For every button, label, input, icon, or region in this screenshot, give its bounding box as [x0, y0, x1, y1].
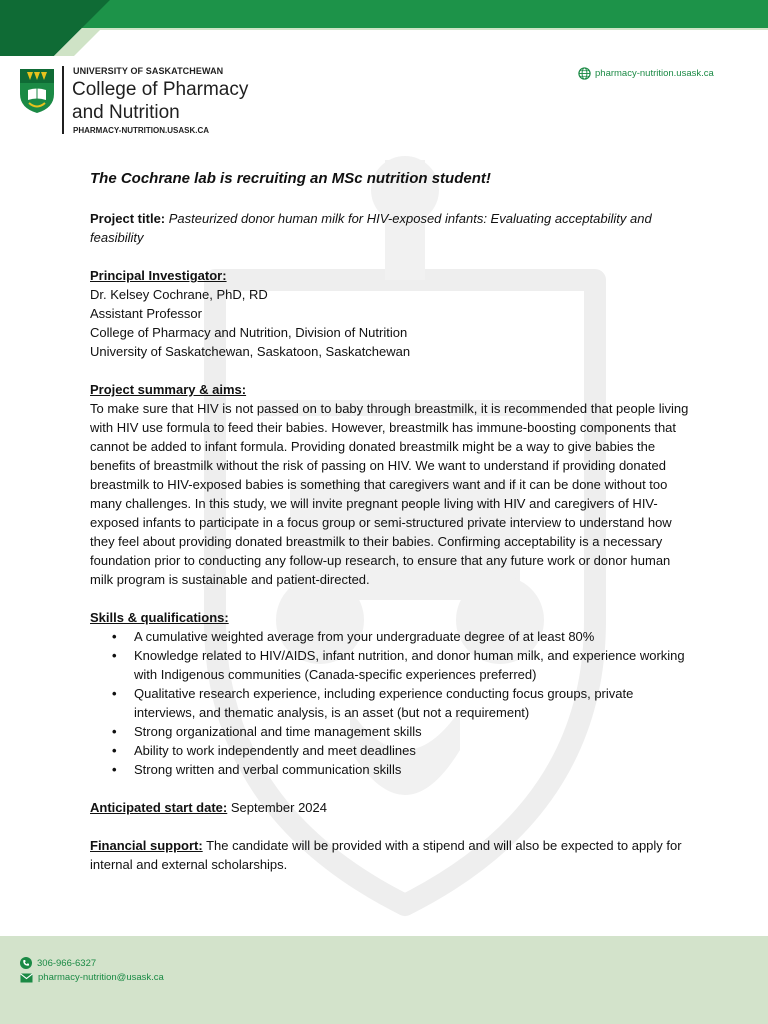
start-date-paragraph — [90, 798, 690, 817]
footer-phone[interactable] — [20, 957, 96, 969]
summary-text: To make sure that HIV is not passed on to baby through breastmilk, it is recommended that people living with HIV use formula to feed their babies. However, breastmilk has immune-boosting components that cannot be added to infant formula. Providing donated breastmilk might be a way to give babies the benefits of breastmilk without the risk of passing on HIV. We want to understand if providing donated breastmilk to HIV-exposed babies is something that caregivers want and if it can be done without too many challenges. In this study, we will invite pregnant people living with HIV and caregivers of HIV-exposed infants to participate in a focus group or semi-structured private interview to understand how they feel about providing donated breastmilk to their babies. Confirming acceptability is a necessary foundation prior to conducting any follow-up research, to ensure that any future work or donor human milk program is sustainable and patient-directed. — [90, 401, 689, 587]
start-date-value: September 2024 — [230, 800, 327, 815]
financial-text: The candidate will be provided with a stipend and will also be expected to apply for internal and external scholarships. — [90, 838, 682, 872]
logo-college-name: College of Pharmacy and Nutrition — [72, 79, 249, 123]
logo-university-name: UNIVERSITY OF SASKATCHEWAN — [73, 66, 224, 76]
skills-label: Skills & qualifications: — [90, 610, 229, 625]
footer-email-address: pharmacy-nutrition@usask.ca — [38, 972, 164, 983]
skill-item: • Strong written and verbal communication skills — [134, 760, 690, 779]
globe-icon — [578, 67, 591, 80]
envelope-icon — [20, 973, 33, 983]
project-title-text: Pasteurized donor human milk for HIV-exposed infants: Evaluating acceptability and feasibility — [90, 211, 652, 245]
footer-phone-number: 306-966-6327 — [37, 957, 97, 969]
phone-icon — [20, 957, 32, 969]
summary-label: Project summary & aims: — [90, 382, 247, 397]
financial-paragraph — [90, 836, 690, 874]
pi-line: University of Saskatchewan, Saskatoon, Saskatchewan — [90, 344, 411, 359]
pi-line: Assistant Professor — [90, 306, 202, 321]
header-green-band — [0, 0, 768, 56]
skill-item: • Strong organizational and time management skills — [134, 722, 690, 741]
skills-list — [90, 627, 690, 779]
start-date-label: Anticipated start date: — [90, 800, 228, 815]
project-title-label: Project title: — [90, 211, 166, 226]
document-body — [90, 168, 690, 874]
skill-item: • Ability to work independently and meet deadlines — [134, 741, 690, 760]
footer-email[interactable] — [20, 972, 164, 983]
pi-line: Dr. Kelsey Cochrane, PhD, RD — [90, 287, 268, 302]
pi-label: Principal Investigator: — [90, 268, 227, 283]
website-link[interactable] — [578, 67, 714, 80]
skill-item: • Knowledge related to HIV/AIDS, infant nutrition, and donor human milk, and experience working with Indigenous communities (Canada-specific experiences preferred) — [134, 646, 690, 684]
logo-url: PHARMACY-NUTRITION.USASK.CA — [73, 126, 209, 135]
pi-line: College of Pharmacy and Nutrition, Division of Nutrition — [90, 325, 408, 340]
usask-crest-icon — [18, 66, 56, 114]
website-url: pharmacy-nutrition.usask.ca — [595, 68, 714, 79]
logo-divider — [62, 66, 64, 134]
page-title: The Cochrane lab is recruiting an MSc nutrition student! — [90, 170, 491, 187]
project-title-paragraph — [90, 209, 690, 247]
skill-item: • A cumulative weighted average from your undergraduate degree of at least 80% — [134, 627, 690, 646]
skill-item: • Qualitative research experience, including experience conducting focus groups, private interviews, and thematic analysis, is an asset (but not a requirement) — [134, 684, 690, 722]
financial-label: Financial support: — [90, 838, 203, 853]
